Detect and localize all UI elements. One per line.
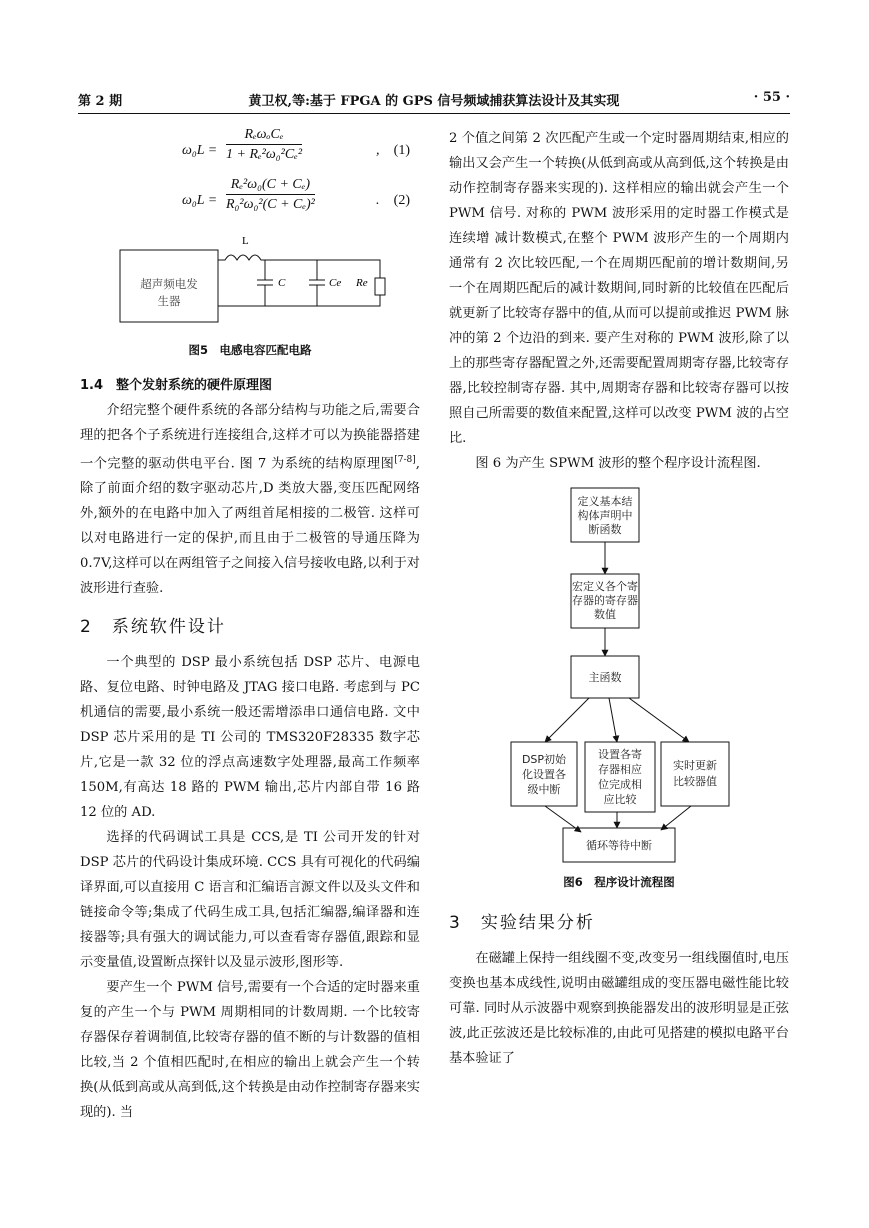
right-paragraph-2: 图 6 为产生 SPWM 波形的整个程序设计流程图. — [475, 456, 761, 471]
figure-5 — [80, 230, 420, 363]
ground-wire — [218, 295, 380, 306]
b5-line-3: 位完成相 — [598, 778, 642, 791]
b2-line-1: 宏定义各个寄 — [572, 580, 638, 593]
section-2-heading: 2 系统软件设计 — [80, 617, 226, 638]
equation-1-denominator: 1 + Rₑ²ω₀²Cₑ² — [226, 147, 303, 162]
equation-1-suffix: , — [376, 143, 380, 158]
b1-line-3: 断函数 — [588, 523, 622, 536]
issue-number: 第 2 期 — [78, 94, 123, 109]
generator-label-line1: 超声频电发 — [140, 277, 198, 291]
capacitor-ce — [309, 260, 325, 306]
b6-line-1: 实时更新 — [673, 759, 717, 772]
lc-matching-circuit — [80, 230, 420, 332]
equation-2-fraction — [226, 176, 315, 215]
section-3-paragraph-1: 在磁罐上保持一组线圈不变,改变另一组线圈值时,电压变换也基本成线性,说明由磁罐组成的变压器电磁性能比较可靠. 同时从示波器中观察到换能器发出的波形明显是正弦波,此正弦波还是比较标准的,由此可见搭建的模拟电路平台基本验证了 — [449, 951, 789, 1066]
label-re: Re — [356, 277, 368, 289]
label-ce: Ce — [329, 277, 342, 289]
b6-line-2: 比较器值 — [673, 775, 717, 788]
inductor-l — [218, 255, 380, 278]
header-rule — [78, 113, 790, 114]
equation-block — [80, 126, 420, 224]
arrow-3-6 — [629, 698, 689, 742]
arrow-6-7 — [661, 806, 691, 830]
section-2-paragraph-1: 一个典型的 DSP 最小系统包括 DSP 芯片、电源电路、复位电路、时钟电路及 JTAG 接口电路. 考虑到与 PC 机通信的需要,最小系统一般还需增添串口通信电路. 文中 DSP 芯片采用的是 TI 公司的 TMS320F28335 数字芯片,它是一款 32 位的浮点高速数字处理器,最高工作频率 150M,有高达 18 路的 PWM 输出,芯片内部自带 16 路 12 位的 AD. — [80, 655, 420, 821]
citation-ref: [7-8] — [394, 455, 416, 465]
figure-5-caption: 图5 电感电容匹配电路 — [188, 343, 312, 357]
b5-line-1: 设置各寄 — [598, 748, 642, 761]
running-title: 黄卫权,等:基于 FPGA 的 GPS 信号频域捕获算法设计及其实现 — [248, 94, 620, 109]
equation-2-number: (2) — [393, 193, 410, 208]
equation-2-numerator: Rₑ²ω₀(C + Cₑ) — [226, 176, 315, 195]
equation-1-number: (1) — [393, 143, 410, 158]
generator-label-line2: 生器 — [157, 294, 181, 308]
figure-6 — [449, 486, 789, 895]
equation-1-numerator: RₑωₒCₑ — [226, 126, 302, 145]
b4-line-2: 化设置各 — [522, 768, 566, 781]
b4-line-1: DSP初始 — [521, 753, 567, 766]
label-c: C — [278, 277, 286, 289]
section-3-heading: 3 实验结果分析 — [449, 913, 595, 933]
b3-line-1: 主函数 — [588, 671, 622, 684]
b2-line-2: 存器的寄存器 — [572, 594, 638, 607]
section-2-paragraph-3: 要产生一个 PWM 信号,需要有一个合适的定时器来重复的产生一个与 PWM 周期相同的计数周期. 一个比较寄存器保存着调制值,比较寄存器的值不断的与计数器的值相比较,当 2 个值相匹配时,在相应的输出上就会产生一个转换(从低到高或从高到低,这个转换是由动作控制寄存器来实现的). 当 — [80, 980, 420, 1121]
b5-line-4: 应比较 — [603, 793, 637, 806]
equation-2 — [80, 176, 420, 220]
b5-line-2: 存器相应 — [598, 763, 642, 776]
resistor-re — [375, 278, 385, 295]
right-column — [449, 126, 789, 1071]
flow-box-update-comparator — [661, 742, 729, 806]
b1-line-2: 构体声明中 — [577, 509, 633, 522]
b2-line-3: 数值 — [594, 608, 616, 621]
equation-1-lhs: ω₀L = — [182, 143, 218, 158]
b4-line-3: 级中断 — [527, 783, 561, 796]
paragraph-text: ,除了前面介绍的数字驱动芯片,D 类放大器,变压匹配网络外,额外的在电路中加入了两组首尾相接的二极管. 这样可以对电路进行一定的保护,而且由于二极管的导通压降为 0.7V,这样可以在两组管子之间接入信号接收电路,以利于对波形进行查验. — [80, 456, 420, 597]
arrow-3-4 — [545, 698, 589, 742]
b7-line-1: 循环等待中断 — [586, 839, 652, 852]
paragraph-text: 介绍完整个硬件系统的各部分结构与功能之后,需要合理的把各个子系统进行连接组合,这样才可以为换能器搭建一个完整的驱动供电平台. 图 7 为系统的结构原理图 — [80, 403, 420, 472]
b1-line-1: 定义基本结 — [577, 495, 633, 508]
running-header — [78, 90, 790, 112]
left-column — [80, 126, 420, 1125]
equation-2-suffix: . — [376, 193, 380, 208]
figure-6-caption: 图6 程序设计流程图 — [563, 875, 675, 889]
section-1-4-paragraph — [80, 398, 420, 601]
equation-1-fraction — [226, 126, 302, 165]
page-number: · 55 · — [753, 90, 790, 105]
program-flowchart — [449, 486, 789, 864]
section-2-paragraph-2: 选择的代码调试工具是 CCS,是 TI 公司开发的针对 DSP 芯片的代码设计集成环境. CCS 具有可视化的代码编译界面,可以直接用 C 语言和汇编语言源文件以及头文件和链接命令等;集成了代码生成工具,包括汇编器,编译器和连接器等;具有强大的调试能力,可以查看寄存器值,跟踪和显示变量值,设置断点探针以及显示波形,图形等. — [80, 830, 420, 971]
equation-1 — [80, 126, 420, 170]
arrow-3-5 — [609, 698, 617, 742]
label-l: L — [242, 235, 249, 247]
equation-2-lhs: ω₀L = — [182, 193, 218, 208]
section-1-4-heading: 1.4 整个发射系统的硬件原理图 — [80, 378, 273, 393]
right-paragraph-1: 2 个值之间第 2 次匹配产生或一个定时器周期结束,相应的输出又会产生一个转换(从低到高或从高到低,这个转换是由动作控制寄存器来实现的). 这样相应的输出就会产生一个 PWM 信号. 对称的 PWM 波形采用的定时器工作模式是连续增 减计数模式,在整个 PWM 波形产生的一个周期内通常有 2 次比较匹配,一个在周期匹配前的增计数期间,另一个在周期匹配后的减计数期间,同时新的比较值在匹配后就更新了比较寄存器中的值,从而可以提前或推迟 PWM 脉冲的第 2 个边沿的到来. 要产生对称的 PWM 波形,除了以上的那些寄存器配置之外,还需要配置周期寄存器,比较寄存器,比较控制寄存器. 其中,周期寄存器和比较寄存器可以按照自己所需要的数值来配置,这样可以改变 PWM 波的占空比. — [449, 131, 789, 446]
equation-2-denominator: R₀²ω₀²(C + Cₑ)² — [226, 197, 315, 212]
capacitor-c — [257, 260, 273, 306]
